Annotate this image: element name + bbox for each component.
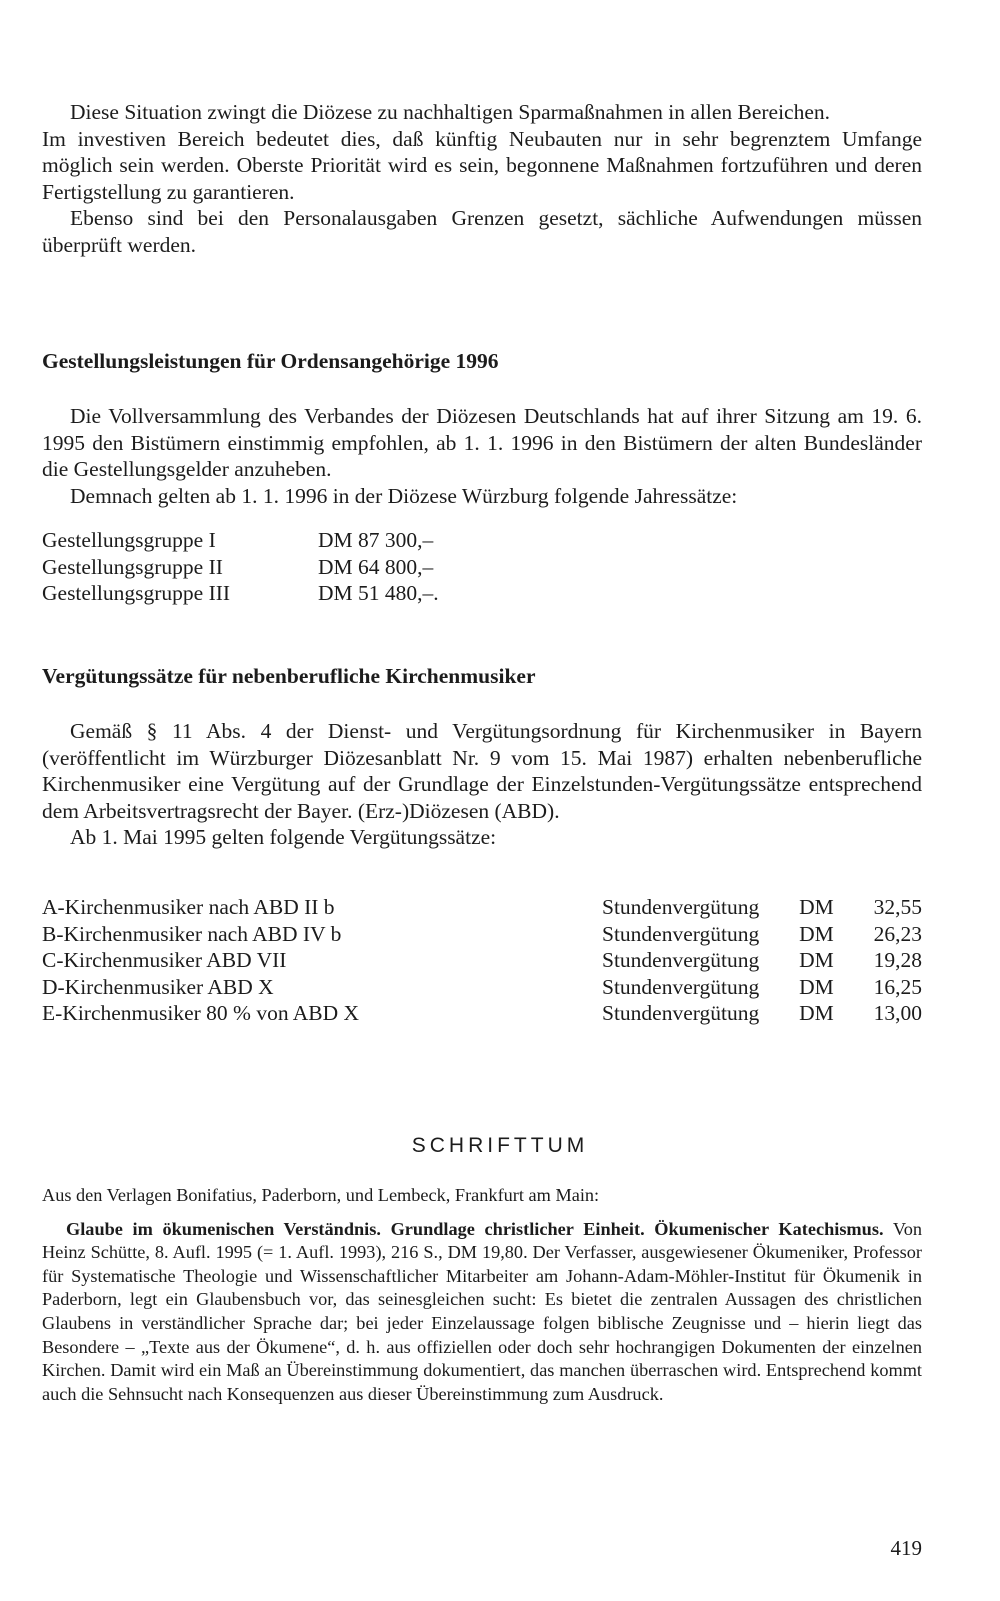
rate-label: D-Kirchenmusiker ABD X xyxy=(42,974,274,999)
verguetung-rates-table xyxy=(42,894,922,1027)
intro-paragraph-3: Ebenso sind bei den Personalausgaben Grenzen gesetzt, sächliche Aufwendungen müssen überprüft werden. xyxy=(42,206,922,257)
gestellung-rates-table xyxy=(42,527,922,607)
schrifttum-section xyxy=(42,1184,922,1406)
rate-row xyxy=(42,554,922,581)
verguetung-paragraph-1: Gemäß § 11 Abs. 4 der Dienst- und Vergütungsordnung für Kirchenmusiker in Bayern (veröffentlicht im Würzburger Diözesanblatt Nr. 9 vom 15. Mai 1987) erhalten nebenberufliche Kirchenmusiker eine Vergütung auf der Grundlage der Einzelstunden-Vergütungssätze entsprechend dem Arbeitsvertragsrecht der Bayer. (Erz-)Diözesen (ABD). xyxy=(42,719,922,823)
page-number: 419 xyxy=(890,1536,922,1560)
rate-value: DM 64 800,– xyxy=(318,554,434,579)
rate-row xyxy=(42,1000,922,1027)
rate-label: Gestellungsgruppe I xyxy=(42,528,216,552)
rate-row xyxy=(42,580,922,607)
schrifttum-title: SCHRIFTTUM xyxy=(411,1134,589,1157)
rate-label: Gestellungsgruppe III xyxy=(42,581,231,605)
rate-row xyxy=(42,947,922,974)
rate-value: DM 87 300,– xyxy=(318,528,434,552)
rate-label: E-Kirchenmusiker 80 % von ABD X xyxy=(42,1001,360,1025)
rate-value: Stundenvergütung DM 16,25 xyxy=(602,974,922,999)
rate-row xyxy=(42,894,922,921)
rate-value: Stundenvergütung DM 32,55 xyxy=(602,895,922,919)
verguetung-section xyxy=(42,718,922,851)
rate-row xyxy=(42,527,922,554)
gestellung-section xyxy=(42,403,922,509)
rate-value: DM 51 480,–. xyxy=(318,581,439,605)
intro-paragraph-1: Diese Situation zwingt die Diözese zu nachhaltigen Sparmaßnahmen in allen Bereichen. xyxy=(70,100,831,124)
rate-row xyxy=(42,921,922,948)
gestellung-paragraph-1: Die Vollversammlung des Verbandes der Diözesen Deutschlands hat auf ihrer Sitzung am 19. 6. 1995 den Bistümern einstimmig empfohlen, ab 1. 1. 1996 in den Bistümern der alten Bundesländer die Gestellungsgelder anzuheben. xyxy=(42,404,922,481)
rate-value: Stundenvergütung DM 19,28 xyxy=(602,948,922,972)
intro-section xyxy=(42,99,922,258)
verguetung-paragraph-2: Ab 1. Mai 1995 gelten folgende Vergütungssätze: xyxy=(70,825,497,849)
book-review xyxy=(42,1218,922,1407)
intro-paragraph-2: Im investiven Bereich bedeutet dies, daß künftig Neubauten nur in sehr begrenztem Umfange möglich sein werden. Oberste Priorität wird es sein, begonnene Maßnahmen fortzuführen und deren Fertigstellung zu garantieren. xyxy=(42,126,922,204)
gestellung-paragraph-2: Demnach gelten ab 1. 1. 1996 in der Diözese Würzburg folgende Jahressätze: xyxy=(70,483,738,508)
rate-row xyxy=(42,974,922,1001)
rate-value: Stundenvergütung DM 26,23 xyxy=(602,921,922,946)
rate-label: C-Kirchenmusiker ABD VII xyxy=(42,948,287,972)
book-review-text: Von Heinz Schütte, 8. Aufl. 1995 (= 1. Aufl. 1993), 216 S., DM 19,80. Der Verfasser, ausgewiesener Ökumeniker, Professor für Systematische Theologie und Wissenschaftlicher Mitarbeiter am Johann-Adam-Möhler-Institut für Ökumenik in Paderborn, legt ein Glaubensbuch vor, das seinesgleichen sucht: Es bietet die zentralen Aussagen des christlichen Glaubens in verständlicher Sprache dar; bei jeder Einzelaussage folgen biblische Zeugnisse und – hierin liegt das Besondere – „Texte aus der Ökumene“, d. h. aus offiziellen oder doch sehr hochrangigen Dokumenten der einzelnen Kirchen. Damit wird ein Maß an Übereinstimmung dokumentiert, das manchen überraschen wird. Entsprechend kommt auch die Sehnsucht nach Konsequenzen aus dieser Übereinstimmung zum Ausdruck. xyxy=(42,1218,922,1404)
rate-label: A-Kirchenmusiker nach ABD II b xyxy=(42,895,335,919)
verguetung-heading: Vergütungssätze für nebenberufliche Kirchenmusiker xyxy=(42,664,536,688)
rate-label: B-Kirchenmusiker nach ABD IV b xyxy=(42,921,342,946)
gestellung-heading: Gestellungsleistungen für Ordensangehörige 1996 xyxy=(42,349,499,373)
rate-value: Stundenvergütung DM 13,00 xyxy=(602,1001,922,1025)
book-title: Glaube im ökumenischen Verständnis. Grundlage christlicher Einheit. Ökumenischer Katechismus. xyxy=(66,1218,884,1239)
rate-label: Gestellungsgruppe II xyxy=(42,554,223,579)
schrifttum-publishers: Aus den Verlagen Bonifatius, Paderborn, und Lembeck, Frankfurt am Main: xyxy=(42,1185,600,1205)
